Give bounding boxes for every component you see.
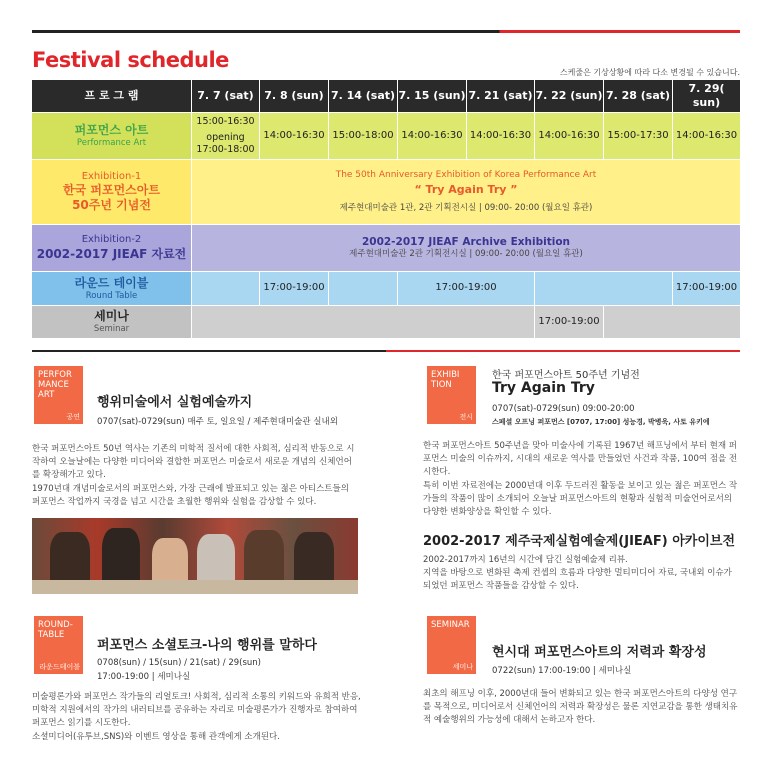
performance-cell: 14:00-16:30 — [398, 113, 467, 160]
exhibition-badge — [427, 366, 476, 424]
roundtable-cell: 17:00-19:00 — [673, 272, 741, 306]
performance-badge — [34, 366, 83, 424]
roundtable-badge — [34, 616, 83, 674]
header-date: 7. 8 (sun) — [260, 80, 329, 113]
roundtable-title: 퍼포먼스 소셜토크-나의 행위를 말하다 — [97, 638, 317, 653]
seminar-title: 현시대 퍼포먼스아트의 저력과 확장성 — [492, 645, 707, 660]
seminar-desc — [423, 688, 741, 728]
performance-cell — [192, 113, 260, 160]
badge-small-text: 라운드테이블 — [39, 662, 80, 671]
exhibition2-title: 2002-2017 JIEAF Archive Exhibition — [361, 236, 571, 249]
exhibition1-info: 제주현대미술관 1관, 2관 기획전시실 | 09:00- 20:00 (월요일 휴관) — [339, 203, 593, 214]
badge-text: EXHIBI TION — [431, 370, 460, 390]
exhibition-meta1: 0707(sat)-0729(sun) 09:00-20:00 — [492, 404, 635, 414]
paragraph: 한국 퍼포먼스아트 50주년을 맞아 미술사에 기록된 1967년 해프닝에서 부터 현재 퍼포먼스 미술의 이슈까지, 시대의 새로운 역사를 만들었던 사건과 작품, 100여 점을 전시한다. — [423, 441, 738, 478]
exhibition-title: Try Again Try — [492, 380, 595, 396]
seminar-meta: 0722(sun) 17:00-19:00 | 세미나실 — [492, 666, 632, 676]
header-program: 프 로 그 램 — [32, 80, 192, 113]
header-date: 7. 28 (sat) — [604, 80, 673, 113]
badge-small-text: 전시 — [459, 412, 473, 421]
seminar-cell — [192, 306, 535, 339]
row-label-sub: Exhibition-2 — [81, 234, 142, 246]
paragraph: 최초의 해프닝 이후, 2000년대 들어 변화되고 있는 한국 퍼포먼스아트의 다양성 연구를 목적으로, 미디어로서 신체언어의 저력과 확장성은 물론 지연교감을 통한 생태치유적 예술행위의 가능성에 대해서 논하고자 한다. — [423, 689, 738, 726]
header-date: 7. 29( sun) — [673, 80, 741, 113]
row-label-ko: 세미나 — [94, 309, 129, 324]
badge-small-text: 세미나 — [452, 662, 473, 671]
row-label-exhibition2 — [32, 225, 192, 272]
row-label-sub: Exhibition-1 — [81, 170, 142, 182]
performance-meta: 0707(sat)-0729(sun) 매주 토, 일요일 / 제주현대미술관 실내외 — [97, 417, 338, 427]
roundtable-desc — [32, 691, 362, 744]
header-date: 7. 7 (sat) — [192, 80, 260, 113]
exhibition-meta2: 스페셜 오프닝 퍼포먼스 [0707, 17:00] 성능경, 박병욱, 사토 유키에 — [492, 418, 710, 426]
roundtable-cell — [329, 272, 398, 306]
badge-text: PERFOR MANCE ART — [38, 370, 72, 400]
row-label-ko: 라운드 테이블 — [74, 275, 149, 290]
performance-cell: 15:00-18:00 — [329, 113, 398, 160]
top-divider — [32, 30, 740, 33]
section-divider — [32, 350, 740, 352]
row-label-en: Performance Art — [76, 138, 147, 149]
paragraph: 지역을 바탕으로 변화된 축제 컨셉의 흐름과 다양한 멀티미디어 자료, 국내외 이슈가 되었던 퍼포먼스 작품들을 감상할 수 있다. — [423, 568, 732, 592]
performance-cell: 14:00-16:30 — [535, 113, 604, 160]
badge-small-text: 공연 — [66, 412, 80, 421]
paragraph: 한국 퍼포먼스아트 50년 역사는 기존의 미학적 질서에 대한 사회적, 심리적 반동으로 시작하여 오늘날에는 다양한 미디어와 결합한 퍼포먼스 미술로서 새로운 개념의 신체언어를 확장해가고 있다. — [32, 444, 355, 481]
paragraph: 소셜미디어(유투브,SNS)와 이벤트 영상을 통해 관객에게 소개된다. — [32, 731, 280, 742]
paragraph: 2002-2017까지 16년의 시간에 담긴 실험예술제 리뷰. — [423, 555, 628, 565]
roundtable-meta1: 0708(sun) / 15(sun) / 21(sat) / 29(sun) — [97, 658, 261, 668]
exhibition1-cell — [192, 160, 741, 225]
exhibition2-info: 제주현대미술관 2관 기획전시실 | 09:00- 20:00 (월요일 휴관) — [349, 249, 583, 260]
header-date: 7. 15 (sun) — [398, 80, 467, 113]
badge-text: SEMINAR — [431, 620, 470, 630]
header-date: 7. 22 (sun) — [535, 80, 604, 113]
paragraph: 특히 이번 자료전에는 2000년대 이후 두드러진 활동을 보이고 있는 젊은 퍼포먼스 작가들의 작품이 많이 소개되어 오늘날 퍼포먼스아트의 현황과 실험적 미술언어로서의 다양한 변화양상을 확인할 수 있다. — [423, 480, 738, 517]
seminar-cell: 17:00-19:00 — [535, 306, 604, 339]
performance-desc — [32, 443, 358, 509]
time-text: 17:00-18:00 — [196, 143, 255, 155]
performance-cell: 14:00-16:30 — [467, 113, 535, 160]
header-date: 7. 14 (sat) — [329, 80, 398, 113]
roundtable-cell: 17:00-19:00 — [260, 272, 329, 306]
performance-title: 행위미술에서 실험예술까지 — [97, 395, 253, 410]
row-label-ko: 2002-2017 JIEAF 자료전 — [36, 246, 187, 261]
performance-cell: 15:00-17:30 — [604, 113, 673, 160]
exhibition-pre: 한국 퍼포먼스아트 50주년 기념전 — [492, 370, 640, 381]
page-title: Festival schedule — [32, 48, 229, 72]
time-text: 15:00-16:30 — [196, 116, 255, 128]
seminar-badge — [427, 616, 476, 674]
schedule-note: 스케줄은 기상상황에 따라 다소 변경될 수 있습니다. — [559, 68, 740, 77]
row-label-seminar — [32, 306, 192, 339]
row-label-en: Seminar — [93, 324, 130, 335]
performance-cell: 14:00-16:30 — [260, 113, 329, 160]
exhibition-desc — [423, 440, 741, 519]
paragraph: 1970년대 개념미술로서의 퍼포먼스와, 가장 근래에 발표되고 있는 젊은 아티스트들의 퍼포먼스 작업까지 국경을 넘고 시간을 초월한 행위와 실험을 감상할 수 있다. — [32, 483, 349, 507]
header-date: 7. 21 (sat) — [467, 80, 535, 113]
row-label-ko: 퍼포먼스 아트 — [74, 123, 149, 138]
opening-text: opening — [206, 132, 245, 144]
roundtable-meta2: 17:00-19:00 | 세미나실 — [97, 672, 191, 682]
roundtable-cell — [192, 272, 260, 306]
performance-photo — [32, 518, 358, 594]
row-label-ko: 한국 퍼포먼스아트 — [63, 183, 160, 198]
exhibition1-subtitle: “ Try Again Try ” — [414, 183, 518, 197]
row-label-exhibition1 — [32, 160, 192, 225]
archive-desc — [423, 554, 741, 594]
row-label-performance — [32, 113, 192, 160]
row-label-en: Round Table — [85, 290, 138, 301]
roundtable-cell: 17:00-19:00 — [398, 272, 535, 306]
row-label-roundtable — [32, 272, 192, 306]
badge-text: ROUND- TABLE — [38, 620, 73, 640]
exhibition2-cell — [192, 225, 741, 272]
performance-cell: 14:00-16:30 — [673, 113, 741, 160]
archive-title: 2002-2017 제주국제실험예술제(JIEAF) 아카이브전 — [423, 534, 736, 549]
row-label-ko: 50주년 기념전 — [72, 198, 151, 213]
exhibition1-title: The 50th Anniversary Exhibition of Korea Performance Art — [335, 170, 597, 181]
paragraph: 미술평론가와 퍼포먼스 작가들의 리얼토크! 사회적, 심리적 소통의 키워드와 유희적 반응, 미학적 지원에서의 작가의 내러티브를 공유하는 자리로 미술평론가가 진행자로 참여하여 퍼포먼스 읽기를 시도한다. — [32, 692, 361, 729]
roundtable-cell — [535, 272, 673, 306]
schedule-table — [32, 80, 741, 339]
seminar-cell — [604, 306, 741, 339]
